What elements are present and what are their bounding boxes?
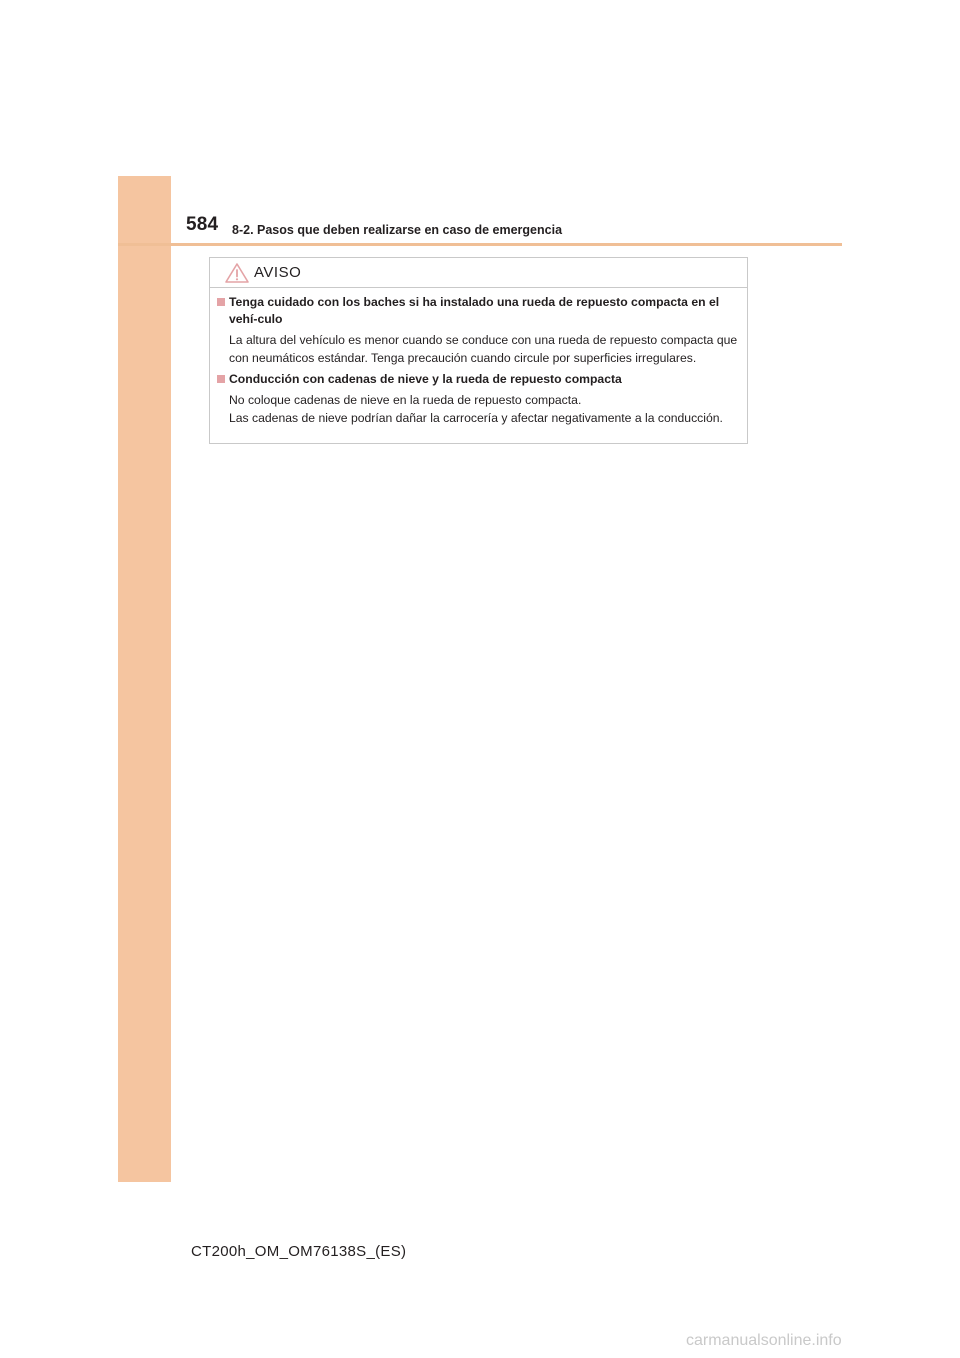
notice-body — [217, 294, 745, 431]
watermark-text: carmanualsonline.info — [686, 1332, 842, 1349]
side-color-band — [118, 176, 171, 1182]
notice-item-title-text: Tenga cuidado con los baches si ha instalado una rueda de repuesto compacta en el vehí-culo — [229, 295, 720, 326]
notice-label: AVISO — [254, 264, 302, 281]
header-divider — [118, 243, 842, 246]
notice-item-title — [217, 294, 745, 328]
warning-notice-box — [209, 257, 748, 444]
page-number: 584 — [186, 214, 219, 235]
notice-item — [217, 294, 745, 367]
notice-item-line: Las cadenas de nieve podrían dañar la carrocería y afectar negativamente a la conducción. — [229, 410, 723, 425]
notice-item-text — [217, 392, 745, 427]
notice-header — [210, 258, 747, 288]
square-bullet-icon — [217, 375, 225, 383]
warning-triangle-icon — [224, 262, 250, 284]
notice-item-title — [217, 371, 745, 388]
square-bullet-icon — [217, 298, 225, 306]
document-code: CT200h_OM_OM76138S_(ES) — [191, 1243, 407, 1260]
notice-item-line: No coloque cadenas de nieve en la rueda de repuesto compacta. — [229, 393, 582, 407]
notice-item-title-text: Conducción con cadenas de nieve y la rueda de repuesto compacta — [229, 372, 622, 386]
notice-item — [217, 371, 745, 427]
notice-item-text: La altura del vehículo es menor cuando se conduce con una rueda de repuesto compacta que con neumáticos estándar. Tenga precaución cuando circule por superficies irregulares. — [229, 333, 738, 365]
section-title: 8-2. Pasos que deben realizarse en caso de emergencia — [232, 223, 563, 237]
